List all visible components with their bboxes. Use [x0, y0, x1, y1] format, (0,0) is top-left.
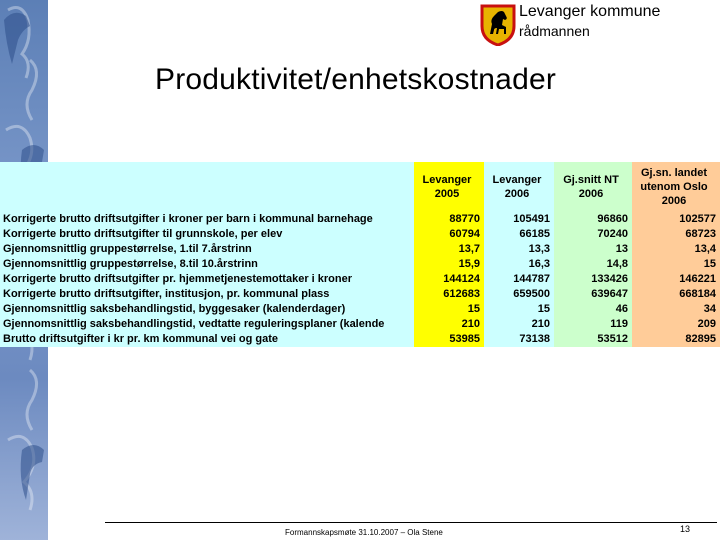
header-cell-snitt-nt-2006 [554, 162, 632, 212]
header-line: utenom Oslo [640, 181, 708, 193]
row-label: Gjennomsnittlig saksbehandlingstid, byggesaker (kalenderdager) [0, 302, 414, 317]
value-cell: 68723 [632, 227, 720, 242]
value-cell: 105491 [484, 212, 554, 227]
header-cell-levanger-2006 [484, 162, 554, 212]
header-line: 2006 [661, 195, 687, 207]
cost-comparison-table [0, 162, 720, 348]
value-cell: 146221 [632, 272, 720, 287]
value-cell: 53512 [554, 332, 632, 347]
table-row [0, 332, 720, 347]
row-label: Korrigerte brutto driftsutgifter i kroner per barn i kommunal barnehage [0, 212, 414, 227]
table-row [0, 317, 720, 332]
header-line: Gj.snitt NT [563, 174, 619, 186]
value-cell: 13,7 [414, 242, 484, 257]
value-cell: 88770 [414, 212, 484, 227]
footer-text: Formannskapsmøte 31.10.2007 – Ola Stene [285, 528, 443, 537]
value-cell: 612683 [414, 287, 484, 302]
table-row [0, 212, 720, 227]
page-number: 13 [680, 524, 691, 534]
value-cell: 209 [632, 317, 720, 332]
row-label: Brutto driftsutgifter i kr pr. km kommunal vei og gate [0, 332, 414, 347]
value-cell: 16,3 [484, 257, 554, 272]
table-row [0, 242, 720, 257]
value-cell: 66185 [484, 227, 554, 242]
municipality-crest-icon [480, 4, 516, 46]
value-cell: 60794 [414, 227, 484, 242]
row-label: Gjennomsnittlig gruppestørrelse, 1.til 7.årstrinn [0, 242, 414, 257]
value-cell: 144124 [414, 272, 484, 287]
header-line: 2006 [504, 188, 530, 200]
value-cell: 15 [414, 302, 484, 317]
value-cell: 133426 [554, 272, 632, 287]
value-cell: 70240 [554, 227, 632, 242]
row-label: Korrigerte brutto driftsutgifter, institusjon, pr. kommunal plass [0, 287, 414, 302]
value-cell: 15,9 [414, 257, 484, 272]
value-cell: 210 [414, 317, 484, 332]
row-label: Korrigerte brutto driftsutgifter til grunnskole, per elev [0, 227, 414, 242]
table-row [0, 227, 720, 242]
header-line: 2006 [578, 188, 604, 200]
row-label: Gjennomsnittlig saksbehandlingstid, vedtatte reguleringsplaner (kalende [0, 317, 414, 332]
value-cell: 210 [484, 317, 554, 332]
value-cell: 119 [554, 317, 632, 332]
footer-divider [105, 522, 717, 523]
value-cell: 639647 [554, 287, 632, 302]
value-cell: 53985 [414, 332, 484, 347]
table-row [0, 287, 720, 302]
value-cell: 13 [554, 242, 632, 257]
header-line: Gj.sn. landet [640, 167, 707, 179]
table-header-row [0, 162, 720, 212]
value-cell: 82895 [632, 332, 720, 347]
value-cell: 14,8 [554, 257, 632, 272]
row-label: Gjennomsnittlig gruppestørrelse, 8.til 10.årstrinn [0, 257, 414, 272]
value-cell: 15 [632, 257, 720, 272]
table-row [0, 272, 720, 287]
organization-name: Levanger kommune [519, 3, 661, 20]
value-cell: 668184 [632, 287, 720, 302]
value-cell: 96860 [554, 212, 632, 227]
value-cell: 102577 [632, 212, 720, 227]
value-cell: 144787 [484, 272, 554, 287]
header-cell-label [0, 162, 414, 212]
header-line: Levanger [422, 174, 472, 186]
organization-department: rådmannen [519, 23, 590, 39]
value-cell: 13,4 [632, 242, 720, 257]
table-row [0, 257, 720, 272]
value-cell: 659500 [484, 287, 554, 302]
value-cell: 34 [632, 302, 720, 317]
table-row [0, 302, 720, 317]
header-line: 2005 [434, 188, 460, 200]
header-cell-levanger-2005 [414, 162, 484, 212]
value-cell: 13,3 [484, 242, 554, 257]
value-cell: 15 [484, 302, 554, 317]
value-cell: 46 [554, 302, 632, 317]
header-line: Levanger [492, 174, 542, 186]
row-label: Korrigerte brutto driftsutgifter pr. hjemmetjenestemottaker i kroner [0, 272, 414, 287]
page-title: Produktivitet/enhetskostnader [155, 63, 557, 96]
header-cell-landet-2006 [632, 162, 720, 212]
value-cell: 73138 [484, 332, 554, 347]
